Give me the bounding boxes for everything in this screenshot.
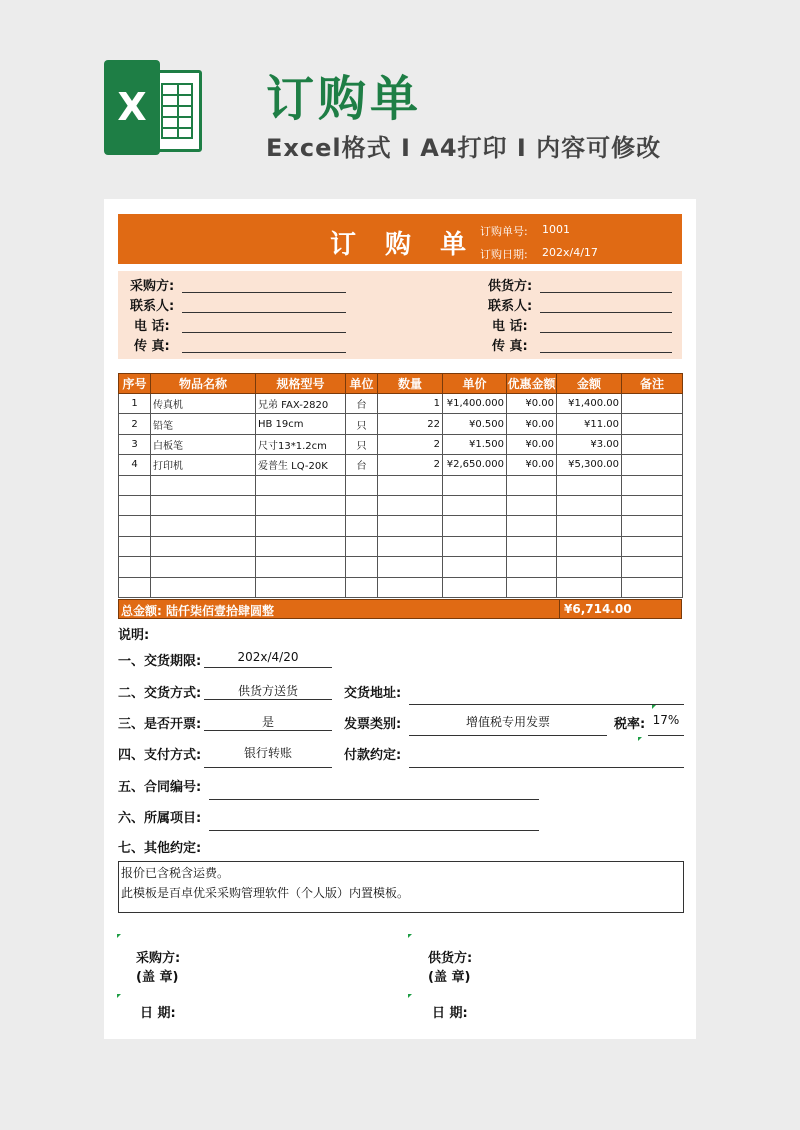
cell-unit[interactable] (346, 557, 378, 577)
cell-unit[interactable]: 台 (346, 394, 378, 414)
cell-discount[interactable] (507, 516, 557, 536)
cell-unit[interactable] (346, 516, 378, 536)
payment-underline (204, 767, 332, 768)
banner-subtitle: Excel格式 I A4打印 I 内容可修改 (266, 134, 662, 162)
payment-label: 四、支付方式: (118, 748, 202, 763)
cell-unit-price[interactable] (443, 475, 507, 495)
supplier-contact-field[interactable] (540, 312, 672, 313)
table-row (119, 495, 683, 515)
table-row (119, 536, 683, 556)
cell-amount[interactable]: ¥5,300.00 (557, 455, 622, 475)
cell-amount[interactable] (557, 516, 622, 536)
cell-discount[interactable] (507, 557, 557, 577)
buyer-field[interactable] (182, 292, 346, 293)
cell-amount[interactable]: ¥11.00 (557, 414, 622, 434)
payment-terms-field[interactable] (409, 767, 684, 768)
cell-unit[interactable]: 台 (346, 455, 378, 475)
payment-terms-label: 付款约定: (344, 748, 402, 763)
cell-index[interactable] (119, 557, 151, 577)
buyer-fax-label: 传 真: (134, 339, 170, 354)
invoice-value[interactable]: 是 (261, 715, 274, 729)
cell-unit-price[interactable] (443, 516, 507, 536)
cell-index[interactable]: 3 (119, 434, 151, 454)
total-bar (118, 599, 682, 619)
cell-amount[interactable] (557, 536, 622, 556)
buyer-contact-label: 联系人: (130, 299, 175, 314)
invoice-type-underline (409, 735, 607, 736)
cell-unit-price[interactable]: ¥1.500 (443, 434, 507, 454)
table-header-row (119, 374, 683, 394)
cell-discount[interactable] (507, 475, 557, 495)
order-no-label: 订购单号: (480, 225, 528, 238)
buyer-seal-label: (盖 章) (136, 970, 179, 985)
remark-line-2: 此模板是百卓优采采购管理软件（个人版）内置模板。 (121, 886, 410, 900)
total-label: 总金额: 陆仟柒佰壹拾肆圆整 (121, 604, 274, 618)
cell-amount[interactable] (557, 475, 622, 495)
banner-title: 订购单 (266, 71, 423, 127)
buyer-fax-field[interactable] (182, 352, 346, 353)
buyer-label: 采购方: (130, 279, 175, 294)
table-row (119, 557, 683, 577)
cell-remark[interactable] (622, 557, 683, 577)
delivery-method-label: 二、交货方式: (118, 686, 202, 701)
invoice-underline (204, 730, 332, 731)
items-table (118, 373, 683, 598)
cell-remark[interactable] (622, 434, 683, 454)
excel-logo-letter: X (104, 60, 160, 155)
order-form-sheet (104, 199, 696, 1039)
supplier-seal-label: (盖 章) (428, 970, 471, 985)
delivery-address-field[interactable] (409, 704, 684, 705)
cell-spec[interactable] (256, 495, 346, 515)
tax-rate-label: 税率: (614, 717, 646, 732)
cell-quantity[interactable]: 2 (378, 434, 443, 454)
cell-item-name[interactable] (151, 557, 256, 577)
invoice-type-value[interactable]: 增值税专用发票 (465, 715, 550, 729)
cell-quantity[interactable] (378, 475, 443, 495)
supplier-field[interactable] (540, 292, 672, 293)
header-index: 序号 (119, 374, 151, 394)
contract-label: 五、合同编号: (118, 780, 202, 795)
cell-amount[interactable]: ¥1,400.00 (557, 394, 622, 414)
cell-discount[interactable]: ¥0.00 (507, 455, 557, 475)
tax-rate-value[interactable]: 17% (652, 713, 680, 727)
cell-index[interactable]: 4 (119, 455, 151, 475)
payment-value[interactable]: 银行转账 (243, 746, 292, 760)
cell-discount[interactable] (507, 577, 557, 597)
order-no-value[interactable]: 1001 (542, 223, 570, 236)
cell-spec[interactable] (256, 557, 346, 577)
excel-logo-icon (104, 60, 204, 155)
cell-discount[interactable] (507, 495, 557, 515)
buyer-contact-field[interactable] (182, 312, 346, 313)
supplier-phone-label: 电 话: (492, 319, 528, 334)
cell-item-name[interactable]: 白板笔 (151, 434, 256, 454)
cell-remark[interactable] (622, 414, 683, 434)
header-remark: 备注 (622, 374, 683, 394)
cell-quantity[interactable]: 22 (378, 414, 443, 434)
table-row (119, 516, 683, 536)
cell-index[interactable]: 1 (119, 394, 151, 414)
delivery-address-label: 交货地址: (344, 686, 402, 701)
supplier-label: 供货方: (488, 279, 533, 294)
party-info-box (118, 271, 682, 359)
buyer-date-label: 日 期: (140, 1006, 176, 1021)
cell-item-name[interactable] (151, 475, 256, 495)
header-discount: 优惠金额 (507, 374, 557, 394)
table-row (119, 434, 683, 454)
cell-unit-price[interactable] (443, 577, 507, 597)
cell-spec[interactable]: 爱普生 LQ-20K (256, 455, 346, 475)
cell-unit-price[interactable]: ¥0.500 (443, 414, 507, 434)
cell-index[interactable] (119, 475, 151, 495)
header-amount: 金额 (557, 374, 622, 394)
cell-discount[interactable] (507, 536, 557, 556)
delivery-deadline-underline (204, 667, 332, 668)
form-title-bar (118, 214, 682, 264)
project-label: 六、所属项目: (118, 811, 202, 826)
table-row (119, 394, 683, 414)
invoice-type-label: 发票类别: (344, 717, 402, 732)
cell-quantity[interactable] (378, 516, 443, 536)
buyer-phone-label: 电 话: (134, 319, 170, 334)
cell-discount[interactable]: ¥0.00 (507, 414, 557, 434)
cell-unit-price[interactable] (443, 536, 507, 556)
header-unit: 单位 (346, 374, 378, 394)
cell-unit[interactable] (346, 577, 378, 597)
supplier-phone-field[interactable] (540, 332, 672, 333)
cell-remark[interactable] (622, 475, 683, 495)
cell-amount[interactable] (557, 557, 622, 577)
cell-item-name[interactable] (151, 536, 256, 556)
cell-unit[interactable] (346, 495, 378, 515)
cell-spec[interactable]: HB 19cm (256, 414, 346, 434)
header-unit-price: 单价 (443, 374, 507, 394)
header-spec: 规格型号 (256, 374, 346, 394)
cell-item-name[interactable]: 传真机 (151, 394, 256, 414)
table-row (119, 455, 683, 475)
total-value: ¥6,714.00 (559, 600, 683, 618)
cell-index[interactable] (119, 536, 151, 556)
table-row (119, 475, 683, 495)
cell-remark[interactable] (622, 394, 683, 414)
cell-item-name[interactable] (151, 577, 256, 597)
other-terms-box[interactable] (118, 861, 684, 913)
cell-unit[interactable]: 只 (346, 414, 378, 434)
supplier-date-label: 日 期: (432, 1006, 468, 1021)
cell-index[interactable] (119, 516, 151, 536)
cell-unit[interactable] (346, 475, 378, 495)
delivery-method-underline (204, 699, 332, 700)
cell-quantity[interactable]: 1 (378, 394, 443, 414)
delivery-deadline-value[interactable]: 202x/4/20 (237, 650, 299, 664)
cell-index[interactable] (119, 495, 151, 515)
table-row (119, 577, 683, 597)
delivery-deadline-label: 一、交货期限: (118, 654, 202, 669)
cell-discount[interactable]: ¥0.00 (507, 394, 557, 414)
cell-quantity[interactable] (378, 557, 443, 577)
supplier-sign-label: 供货方: (428, 951, 473, 966)
delivery-method-value[interactable]: 供货方送货 (237, 684, 298, 698)
tax-rate-underline (648, 735, 684, 736)
cell-spec[interactable]: 尺寸13*1.2cm (256, 434, 346, 454)
cell-quantity[interactable] (378, 495, 443, 515)
cell-item-name[interactable] (151, 516, 256, 536)
cell-unit-price[interactable] (443, 495, 507, 515)
buyer-phone-field[interactable] (182, 332, 346, 333)
form-title: 订 购 单 (330, 230, 477, 260)
cell-spec[interactable]: 兄弟 FAX-2820 (256, 394, 346, 414)
cell-unit-price[interactable]: ¥1,400.000 (443, 394, 507, 414)
buyer-sign-label: 采购方: (136, 951, 181, 966)
project-field[interactable] (209, 830, 539, 831)
cell-spec[interactable] (256, 475, 346, 495)
contract-field[interactable] (209, 799, 539, 800)
cell-quantity[interactable] (378, 536, 443, 556)
cell-remark[interactable] (622, 577, 683, 597)
cell-discount[interactable]: ¥0.00 (507, 434, 557, 454)
order-date-label: 订购日期: (480, 248, 528, 261)
cell-spec[interactable] (256, 577, 346, 597)
header-quantity: 数量 (378, 374, 443, 394)
supplier-fax-field[interactable] (540, 352, 672, 353)
cell-spec[interactable] (256, 536, 346, 556)
supplier-contact-label: 联系人: (488, 299, 533, 314)
cell-amount[interactable]: ¥3.00 (557, 434, 622, 454)
cell-item-name[interactable]: 铅笔 (151, 414, 256, 434)
table-row (119, 414, 683, 434)
cell-unit[interactable]: 只 (346, 434, 378, 454)
header-item-name: 物品名称 (151, 374, 256, 394)
cell-quantity[interactable] (378, 577, 443, 597)
cell-quantity[interactable]: 2 (378, 455, 443, 475)
cell-item-name[interactable]: 打印机 (151, 455, 256, 475)
cell-unit[interactable] (346, 536, 378, 556)
cell-amount[interactable] (557, 495, 622, 515)
cell-index[interactable] (119, 577, 151, 597)
invoice-label: 三、是否开票: (118, 717, 202, 732)
cell-remark[interactable] (622, 455, 683, 475)
notes-title: 说明: (118, 628, 150, 643)
cell-amount[interactable] (557, 577, 622, 597)
supplier-fax-label: 传 真: (492, 339, 528, 354)
cell-remark[interactable] (622, 495, 683, 515)
cell-item-name[interactable] (151, 495, 256, 515)
cell-index[interactable]: 2 (119, 414, 151, 434)
cell-unit-price[interactable]: ¥2,650.000 (443, 455, 507, 475)
cell-remark[interactable] (622, 536, 683, 556)
other-terms-label: 七、其他约定: (118, 841, 202, 856)
cell-spec[interactable] (256, 516, 346, 536)
cell-remark[interactable] (622, 516, 683, 536)
order-date-value[interactable]: 202x/4/17 (542, 246, 598, 259)
cell-unit-price[interactable] (443, 557, 507, 577)
remark-line-1: 报价已含税含运费。 (121, 866, 230, 880)
